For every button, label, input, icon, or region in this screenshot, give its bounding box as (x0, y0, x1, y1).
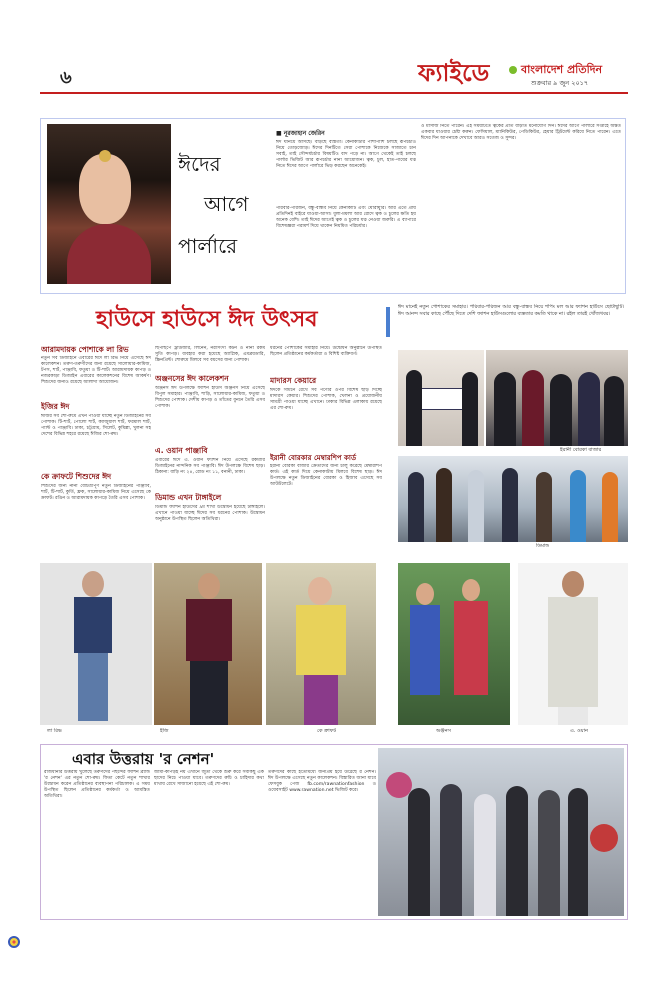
product-photo-kcraft (266, 563, 376, 725)
section-head-mothers-care: মাদারস কেয়ারে (270, 376, 317, 385)
bottom-story-title: এবার উত্তরায় 'র নেশন' (72, 750, 215, 768)
section-head-demand: ডিমান্ড এখন টাঙ্গাইলে (155, 493, 222, 502)
section-body-continued-2: ধরনের পোশাকের সমাহার নিয়ে। উদ্বোধন অনুষ্ঠানে উপস্থিত ছিলেন প্রতিষ্ঠানের কর্মকর্তারা ও বিশিষ্ট ব্যক্তিবর্গ। (270, 346, 382, 358)
brand-name: বাংলাদেশ প্রতিদিন (521, 63, 603, 76)
bottom-story-photo (378, 748, 624, 916)
section-body-mothers-care: ঈদকে সামনে রেখে সব পণ্যের ওপর বিশেষ ছাড় দিচ্ছে মাদারস কেয়ার। শিশুদের পোশাক, খেলনা ও প্রয়োজনীয় সামগ্রী পাওয়া যাচ্ছে এখানে। ঢাকার বিভিন্ন এলাকায় রয়েছে এর শো-রুম। (270, 388, 382, 412)
issue-date: শুক্রবার ৯ জুন ২০১৭ (531, 79, 589, 87)
top-story-col2: পরিবার-পরিজন, বন্ধু-বান্ধব নিয়ে কেনাকাটি এবং ঘোরাঘুরি। আর এতে প্রায় প্রতিদিনই বাইরে যাওয়া-আসা। ধুলা-ময়লা আর রোদে ত্বক ও চুলের ক্ষতি হয় অনেক বেশি। তাই ঈদের আগেই ত্বক ও চুলের যত্ন নেওয়া জরুরি। এ ব্যাপারে বিশেষজ্ঞরা পরামর্শ দিয়ে থাকেন নিয়মিত পরিচর্যার। (276, 206, 416, 230)
bottom-story-col3: তরুণদের কাছে ইতোমধ্যে জনপ্রিয় হয়ে উঠেছে র নেশন। ঈদ উপলক্ষে এসেছে নতুন কালেকশন। বিস্তারিত জানা যাবে ফেসবুক পেজ fb.com/rawnationfashion ও ওয়েবসাইট www.rawnation.net ভিজিট করে। (268, 770, 376, 794)
page-number: ৬ (60, 67, 72, 88)
caption-a-one: এ. ওয়ান (570, 728, 589, 734)
section-body-kcraft: শিশুদের জন্য নানা বৈচিত্র্যপূর্ণ নতুন ডিজাইনের পাঞ্জাবি, শার্ট, টি-শার্ট, কুর্তি, ফ্রক, সালোয়ার-কামিজ নিয়ে এসেছে কে ক্রাফট। রঙিন ও আরামদায়ক কাপড়ে তৈরি এসব পোশাক। (41, 484, 151, 502)
top-story-title-3: পার্লারে (178, 234, 238, 258)
irani-borka-photo (486, 350, 628, 446)
section-body-demand: ডিমান্ড ফ্যাশন হাউসের ৯ম শাখা উদ্বোধন হয়েছে টাঙ্গাইলে। এখানে পাওয়া যাচ্ছে ঈদের সব ধরনের পোশাক। উদ্বোধন অনুষ্ঠানে উপস্থিত ছিলেন অতিথিরা। (155, 505, 265, 523)
top-story-col1: ঈদ ঘনিয়ে আসছে। বাড়ছে ব্যস্ততা। কেনাকাটার পাশাপাশি চলছে রূপচর্চাও নিয়ে তোড়জোড়। ঈদের দিনটিতে সেরা পোশাকে নিজেকে সাজাতে চান সবাই, তাই সৌন্দর্যচর্চার বিষয়টিও বাদ পড়ে না। আগে থেকেই তাই চলছে পার্লার ভিজিট আর রূপচর্চার নানা আয়োজন। ত্বক, চুল, হাত-পায়ের যত্ন নিতে ঈদের আগে পার্লারে ভিড় করছেন অনেকেই। (276, 140, 416, 170)
caption-demand: ডিমান্ড (536, 543, 550, 549)
caption-la-reve: লা রিভ (47, 728, 62, 734)
section-head-easy: ইজির ঈদ (41, 402, 70, 411)
top-story-title-2: আগে (204, 192, 249, 216)
feature-title: হাউসে হাউসে ঈদ উৎসব (96, 307, 318, 332)
product-photo-la-reve (40, 563, 152, 725)
bottom-story-col2: জামা-কাপড়ই নয় এখানে জুতা থেকে শুরু করে সবকিছু এক ছাদের নিচে পাওয়া যাবে। তরুণদের রুচি ও চাহিদার কথা মাথায় রেখে সাজানো হয়েছে এই শো-রুম। (154, 770, 264, 788)
section-body-continued: ছিপছিপে ট্রাউজার, লিনেন, নরসিংদী কটন ও নানা রকম সুতি কাপড়। ব্যবহার করা হয়েছে অ্যাপ্লিক, এমব্রয়ডারি, স্ক্রিনপ্রিন্ট। শোরুমে মিলবে সব বয়সের জন্য পোশাক। (155, 346, 265, 364)
section-head-irani-borka: ইরানী বোরকার মেম্বারশিপ কার্ড (270, 454, 357, 462)
section-body-irani-borka: ইরানী বোরকা বাজার ক্রেতাদের জন্য চালু করেছে মেম্বারশিপ কার্ড। এই কার্ড দিয়ে কেনাকাটায় মিলবে বিশেষ ছাড়। ঈদ উপলক্ষে নতুন ডিজাইনের বোরকা ও হিজাব এসেছে সব আউটলেটে। (270, 464, 382, 488)
registration-mark-icon (8, 936, 20, 948)
top-story-title-1: ঈদের (178, 152, 221, 176)
section-head-a-one: এ. ওয়ান পাঞ্জাবি (155, 446, 208, 455)
brand-dot (509, 66, 517, 74)
product-photo-easy (154, 563, 262, 725)
product-photo-a-one (518, 563, 628, 725)
section-body-anjans: অঞ্জনস ঈদ উপলক্ষে ফ্যাশন হাউস অঞ্জনস নিয়ে এসেছে বিপুল সমাহার। পাঞ্জাবি, শাড়ি, সালোয়ার-কামিজ, ফতুয়া ও শিশুদের পোশাক। দেশীয় কাপড় ও তাঁতের বুননে তৈরি এসব পোশাক। (155, 386, 265, 410)
section-head-anjans: অঞ্জনসের ঈদ কালেকশন (155, 374, 229, 383)
section-body-la-reve: নতুন সব ডিজাইনে এবারের ঈদে লা রিভ নিয়ে এসেছে ঈদ কালেকশন। তরুণ-তরুণীদের জন্য রয়েছে সালোয়ার-কামিজ, টপস, শার্ট, পাঞ্জাবি, ফতুয়া ও টি-শার্ট। আরামদায়ক কাপড় ও নজরকাড়া ডিজাইন এবারের কালেকশনের বিশেষ আকর্ষণ। শিশুদের জন্যও রয়েছে আলাদা আয়োজন। (41, 356, 151, 386)
membership-card-photo (398, 350, 484, 446)
feature-intro: ঈদ মানেই নতুন পোশাকের সমাহার। পরিবার-পরিজন আর বন্ধু-বান্ধব নিয়ে শপিং মল আর ফ্যাশন হাউসে ছোটাছুটি। ঈদ আনন্দ সবার কাছে পৌঁছে দিতে দেশি ফ্যাশন হাউসগুলোর ব্যস্ততার কমতি থাকে না। রইল তারই খোঁজখবর। (398, 304, 624, 317)
top-story-photo (47, 124, 171, 284)
caption-kcraft: কে ক্রাফট (317, 728, 337, 734)
caption-easy: ইজি (160, 728, 169, 734)
top-story-byline: ■ নূরজাহান জেরিন (276, 130, 325, 137)
section-body-easy: ঈজির সব শো-রুমে এখন পাওয়া যাচ্ছে নতুন ডিজাইনের সব পোশাক। টি-শার্ট, পোলো শার্ট, ক্যাজুয়াল শার্ট, ফরমাল শার্ট, প্যান্ট ও পাঞ্জাবি। ঢাকা, চট্টগ্রাম, সিলেট, কুমিল্লা, খুলনা সহ দেশের বিভিন্ন শহরে রয়েছে ঈজির শো-রুম। (41, 414, 151, 438)
header-rule (40, 92, 628, 94)
bottom-story-col1: রাজধানীর উত্তরায় খুলেছে তরুণদের পছন্দের ফ্যাশন ব্র্যান্ড 'র নেশন' এর নতুন শো-রুম। ফিতা কেটে নতুন শাখার উদ্বোধন করেন প্রতিষ্ঠানের ব্যবস্থাপনা পরিচালক। এ সময় উপস্থিত ছিলেন প্রতিষ্ঠানের কর্মকর্তা ও আমন্ত্রিত অতিথিরা। (44, 770, 150, 800)
demand-photo (398, 456, 628, 542)
section-body-a-one: এবারের ঈদে এ. ওয়ান ফ্যাশন নিয়ে এসেছে রকমারি ডিজাইনের নান্দনিক সব পাঞ্জাবি। ঈদ উপলক্ষে বিশেষ ছাড়। ঠিকানা: বাড়ি নং ২৪, রোড নং ১১, বনানী, ঢাকা। (155, 458, 265, 476)
section-head-la-reve: আরামদায়ক পোশাকে লা রিভ (41, 345, 129, 354)
caption-irani-borka: ইরানী বোরকা বাজার (560, 447, 602, 453)
section-head-kcraft: কে ক্রাফটে শিশুদের ঈদ (41, 472, 112, 481)
section-title: ফ্যাইডে (418, 59, 490, 87)
caption-anjans: অঞ্জনস (436, 728, 451, 734)
product-photo-anjans (398, 563, 510, 725)
top-story-col3: ও মাসাজ নিতে পারেন। এই সময়টিতে ত্বকের প্রতি বাড়তি মনোযোগ দিন। ঈদের আগে পার্লারে সপ্তাহে অন্তত একবার যাওয়ার চেষ্টা করুন। ফেসিয়াল, ম্যানিকিউর, পেডিকিউর, হেয়ার ট্রিটমেন্ট করিয়ে নিতে পারেন। এতে ঈদের দিন আপনাকে দেখাবে আরও সতেজ ও সুন্দর। (421, 124, 621, 142)
feature-divider (386, 307, 390, 337)
